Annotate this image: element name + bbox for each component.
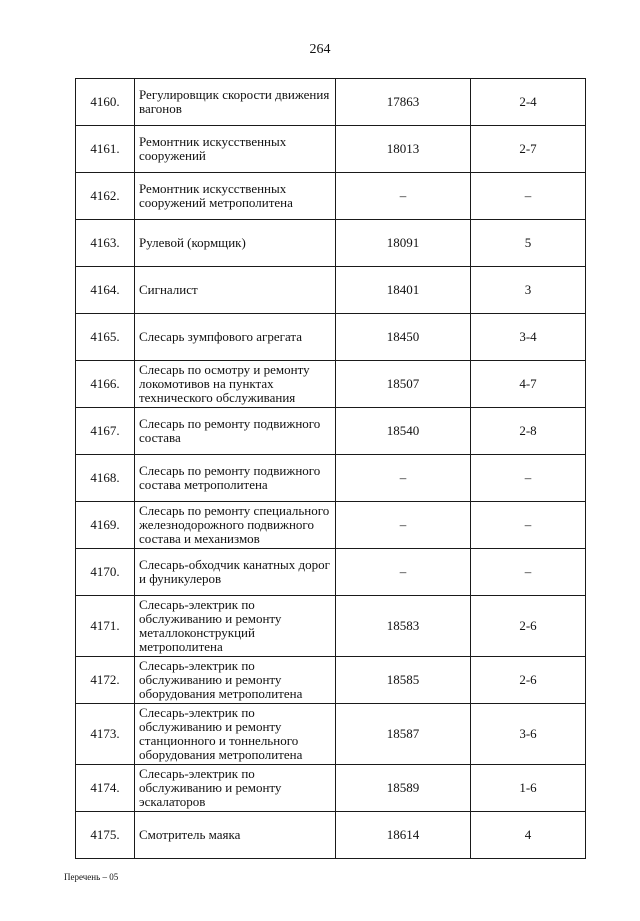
category-range: 4-7	[471, 361, 586, 408]
page-number: 264	[309, 42, 331, 57]
profession-code: –	[336, 549, 471, 596]
profession-code: –	[336, 173, 471, 220]
table-row	[76, 455, 586, 502]
profession-name: Слесарь по ремонту подвижного состава	[135, 408, 336, 455]
profession-code: 18401	[336, 267, 471, 314]
row-number: 4174.	[76, 765, 135, 812]
category-range: –	[471, 549, 586, 596]
category-range: 2-8	[471, 408, 586, 455]
table-row	[76, 502, 586, 549]
profession-name: Слесарь по ремонту специального железнодорожного подвижного состава и механизмов	[135, 502, 336, 549]
category-range: 2-6	[471, 657, 586, 704]
row-number: 4163.	[76, 220, 135, 267]
profession-code: 18013	[336, 126, 471, 173]
category-range: –	[471, 173, 586, 220]
footer-label: Перечень – 05	[64, 872, 119, 882]
profession-name: Слесарь-электрик по обслуживанию и ремонту эскалаторов	[135, 765, 336, 812]
category-range: 3	[471, 267, 586, 314]
row-number: 4175.	[76, 812, 135, 859]
profession-name: Слесарь-электрик по обслуживанию и ремонту металлоконструкций метрополитена	[135, 596, 336, 657]
category-range: 2-6	[471, 596, 586, 657]
table-row	[76, 173, 586, 220]
table-row	[76, 314, 586, 361]
row-number: 4171.	[76, 596, 135, 657]
profession-name: Ремонтник искусственных сооружений метрополитена	[135, 173, 336, 220]
row-number: 4168.	[76, 455, 135, 502]
profession-code: 18507	[336, 361, 471, 408]
profession-code: 18589	[336, 765, 471, 812]
profession-name: Слесарь-обходчик канатных дорог и фуникулеров	[135, 549, 336, 596]
table-row	[76, 220, 586, 267]
category-range: –	[471, 455, 586, 502]
profession-code: 18540	[336, 408, 471, 455]
profession-code: 18583	[336, 596, 471, 657]
row-number: 4167.	[76, 408, 135, 455]
category-range: 2-7	[471, 126, 586, 173]
category-range: 3-6	[471, 704, 586, 765]
profession-code: –	[336, 502, 471, 549]
profession-name: Слесарь-электрик по обслуживанию и ремонту станционного и тоннельного оборудования метрополитена	[135, 704, 336, 765]
profession-name: Рулевой (кормщик)	[135, 220, 336, 267]
table-row	[76, 596, 586, 657]
professions-table	[75, 78, 586, 859]
profession-code: 17863	[336, 79, 471, 126]
table-row	[76, 549, 586, 596]
row-number: 4166.	[76, 361, 135, 408]
profession-code: 18587	[336, 704, 471, 765]
category-range: 5	[471, 220, 586, 267]
profession-name: Регулировщик скорости движения вагонов	[135, 79, 336, 126]
profession-name: Слесарь по осмотру и ремонту локомотивов на пунктах технического обслуживания	[135, 361, 336, 408]
profession-name: Ремонтник искусственных сооружений	[135, 126, 336, 173]
table-row	[76, 812, 586, 859]
row-number: 4173.	[76, 704, 135, 765]
table-row	[76, 765, 586, 812]
category-range: 4	[471, 812, 586, 859]
row-number: 4164.	[76, 267, 135, 314]
profession-name: Слесарь по ремонту подвижного состава метрополитена	[135, 455, 336, 502]
row-number: 4172.	[76, 657, 135, 704]
category-range: 1-6	[471, 765, 586, 812]
table-row	[76, 657, 586, 704]
row-number: 4160.	[76, 79, 135, 126]
table-row	[76, 704, 586, 765]
profession-code: 18091	[336, 220, 471, 267]
table-row	[76, 408, 586, 455]
profession-name: Слесарь-электрик по обслуживанию и ремонту оборудования метрополитена	[135, 657, 336, 704]
profession-code: 18585	[336, 657, 471, 704]
row-number: 4161.	[76, 126, 135, 173]
profession-name: Сигналист	[135, 267, 336, 314]
table-row	[76, 267, 586, 314]
profession-code: –	[336, 455, 471, 502]
profession-code: 18614	[336, 812, 471, 859]
category-range: –	[471, 502, 586, 549]
table-row	[76, 361, 586, 408]
table-row	[76, 79, 586, 126]
category-range: 2-4	[471, 79, 586, 126]
row-number: 4165.	[76, 314, 135, 361]
row-number: 4162.	[76, 173, 135, 220]
table-row	[76, 126, 586, 173]
profession-code: 18450	[336, 314, 471, 361]
row-number: 4169.	[76, 502, 135, 549]
profession-name: Смотритель маяка	[135, 812, 336, 859]
profession-name: Слесарь зумпфового агрегата	[135, 314, 336, 361]
category-range: 3-4	[471, 314, 586, 361]
row-number: 4170.	[76, 549, 135, 596]
